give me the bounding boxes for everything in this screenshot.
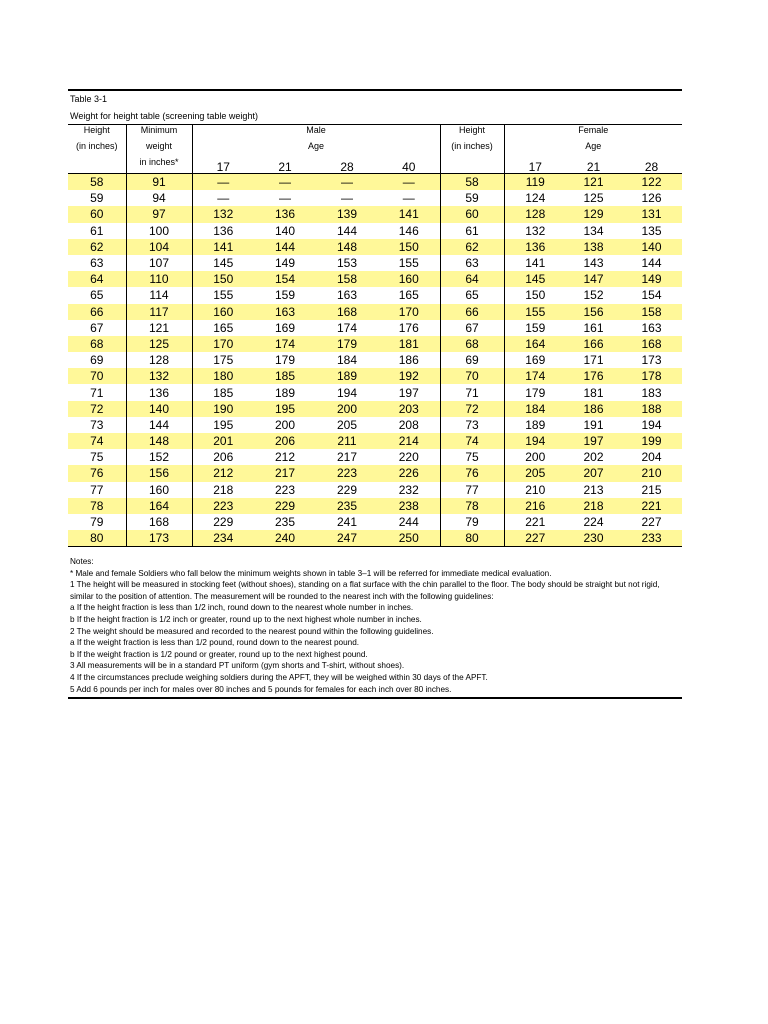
cell-male-21: 185 — [254, 368, 316, 384]
cell-male-40: 146 — [398, 223, 419, 238]
cell-male-28: 144 — [336, 223, 358, 238]
cell-female-height: 59 — [440, 190, 504, 206]
cell-female-28: 158 — [621, 304, 682, 320]
cell-female-21: 230 — [566, 530, 621, 547]
cell-female-height: 74 — [440, 433, 504, 449]
note-line: a If the weight fraction is less than 1/2 pound, round down to the nearest pound. — [70, 638, 360, 648]
table-row — [68, 336, 682, 352]
cell-male-17: 141 — [192, 239, 254, 255]
table-row — [68, 368, 682, 384]
cell-male-height: 79 — [68, 514, 126, 530]
male-age-21: 21 — [254, 157, 316, 174]
cell-female-21: 197 — [566, 433, 621, 449]
table-row — [68, 465, 682, 481]
cell-min-weight: 114 — [126, 287, 192, 303]
cell-male-28: 168 — [316, 304, 378, 320]
cell-male-28: 205 — [336, 417, 358, 432]
cell-male-height: 74 — [68, 433, 126, 449]
weight-for-height-table — [68, 125, 682, 547]
cell-female-28: 199 — [621, 433, 682, 449]
cell-male-21: 179 — [274, 353, 296, 368]
cell-male-40: 186 — [398, 353, 419, 368]
cell-female-17: 155 — [504, 304, 566, 320]
cell-male-40: — — [378, 174, 440, 191]
table-caption: Weight for height table (screening table weight) — [70, 111, 258, 121]
cell-male-21: 229 — [254, 498, 316, 514]
table-row — [68, 384, 682, 400]
cell-female-17: 164 — [504, 336, 566, 352]
table-notes — [70, 556, 680, 695]
cell-female-28: 122 — [621, 174, 682, 191]
cell-male-28: 200 — [316, 401, 378, 417]
cell-male-40: 192 — [378, 368, 440, 384]
cell-female-21: 152 — [583, 288, 604, 303]
cell-female-height: 64 — [440, 271, 504, 287]
cell-male-28: 229 — [336, 482, 358, 497]
cell-male-40: 165 — [398, 288, 419, 303]
cell-male-28: 148 — [316, 239, 378, 255]
cell-female-28: 140 — [621, 239, 682, 255]
cell-min-weight: 140 — [126, 401, 192, 417]
cell-female-21: 129 — [566, 206, 621, 222]
table-row — [68, 514, 682, 530]
cell-female-21: 176 — [566, 368, 621, 384]
cell-male-28: 158 — [316, 271, 378, 287]
cell-male-40: 155 — [398, 256, 419, 271]
cell-female-17: 174 — [504, 368, 566, 384]
cell-male-height: 70 — [68, 368, 126, 384]
cell-female-21: 125 — [583, 191, 604, 206]
cell-female-height: 58 — [440, 174, 504, 191]
cell-female-21: 207 — [566, 465, 621, 481]
cell-female-17: 136 — [504, 239, 566, 255]
table-row — [68, 206, 682, 222]
top-rule — [68, 89, 682, 91]
cell-female-28: 173 — [641, 353, 662, 368]
cell-male-height: 72 — [68, 401, 126, 417]
cell-female-height: 65 — [440, 287, 504, 303]
cell-female-28: 168 — [621, 336, 682, 352]
cell-male-28: 163 — [336, 288, 358, 303]
cell-female-17: 194 — [504, 433, 566, 449]
cell-female-height: 79 — [440, 514, 504, 530]
table-row — [68, 433, 682, 449]
cell-female-17: 216 — [504, 498, 566, 514]
cell-male-height: 68 — [68, 336, 126, 352]
note-line: * Male and female Soldiers who fall below the minimum weights shown in table 3–1 will be referred for immediate medical evaluation. — [70, 568, 552, 578]
cell-female-28: 210 — [621, 465, 682, 481]
cell-female-21: 138 — [566, 239, 621, 255]
cell-male-height: 62 — [68, 239, 126, 255]
cell-male-17: 212 — [192, 465, 254, 481]
cell-female-height: 69 — [440, 352, 504, 368]
cell-min-weight: 173 — [126, 530, 192, 547]
cell-female-17: 169 — [525, 353, 546, 368]
cell-female-height: 67 — [440, 320, 504, 336]
cell-female-17: 132 — [525, 223, 546, 238]
male-age-40: 40 — [378, 157, 440, 174]
cell-male-17: 190 — [192, 401, 254, 417]
cell-male-height: 77 — [68, 482, 126, 498]
cell-male-21: 140 — [274, 223, 296, 238]
note-line: 2 The weight should be measured and recorded to the nearest pound within the following guidelines. — [70, 626, 434, 636]
note-line: 3 All measurements will be in a standard PT uniform (gym shorts and T-shirt, without shoes). — [70, 661, 405, 671]
cell-male-28: 184 — [336, 353, 358, 368]
cell-min-weight: 144 — [126, 417, 192, 433]
cell-female-28: 204 — [641, 450, 662, 465]
cell-female-17: 221 — [525, 515, 546, 530]
cell-male-height: 78 — [68, 498, 126, 514]
cell-female-height: 72 — [440, 401, 504, 417]
female-header: Female — [578, 125, 609, 135]
cell-female-21: 134 — [583, 223, 604, 238]
cell-male-17: 223 — [192, 498, 254, 514]
cell-male-40: 214 — [378, 433, 440, 449]
cell-female-height: 78 — [440, 498, 504, 514]
cell-male-28: 247 — [316, 530, 378, 547]
cell-min-weight: 104 — [126, 239, 192, 255]
cell-male-height: 80 — [68, 530, 126, 547]
cell-male-40: 208 — [398, 417, 419, 432]
cell-min-weight: 91 — [126, 174, 192, 191]
female-height-header-blank — [440, 157, 504, 174]
cell-min-weight: 110 — [126, 271, 192, 287]
table-row — [68, 190, 682, 206]
cell-female-17: 227 — [504, 530, 566, 547]
cell-male-28: 217 — [336, 450, 358, 465]
cell-min-weight: 94 — [126, 190, 192, 206]
cell-female-height: 60 — [440, 206, 504, 222]
cell-male-21: 163 — [254, 304, 316, 320]
height-header-blank — [68, 157, 126, 174]
cell-min-weight: 136 — [126, 384, 192, 400]
cell-male-21: 195 — [254, 401, 316, 417]
minweight-header-line1: Minimum — [126, 125, 192, 141]
cell-female-17: 145 — [504, 271, 566, 287]
cell-female-28: 227 — [641, 515, 662, 530]
cell-male-17: 195 — [213, 417, 234, 432]
cell-male-21: 149 — [274, 256, 296, 271]
cell-female-21: 191 — [583, 417, 604, 432]
cell-female-21: 143 — [583, 256, 604, 271]
cell-female-17: 124 — [525, 191, 546, 206]
male-age-header: Age — [308, 141, 325, 151]
cell-male-21: — — [254, 174, 316, 191]
cell-male-17: 160 — [192, 304, 254, 320]
cell-female-28: 131 — [621, 206, 682, 222]
cell-male-21: 235 — [274, 515, 296, 530]
cell-male-height: 58 — [68, 174, 126, 191]
cell-male-28: — — [316, 174, 378, 191]
notes-heading: Notes: — [70, 557, 94, 566]
cell-male-height: 69 — [68, 352, 126, 368]
cell-female-21: 213 — [583, 482, 604, 497]
cell-male-21: 159 — [274, 288, 296, 303]
cell-female-21: 156 — [566, 304, 621, 320]
cell-female-28: 149 — [621, 271, 682, 287]
cell-male-28: — — [341, 191, 353, 206]
cell-male-21: 174 — [254, 336, 316, 352]
cell-female-height: 66 — [440, 304, 504, 320]
cell-male-17: 234 — [192, 530, 254, 547]
cell-male-40: — — [402, 191, 415, 206]
cell-male-height: 67 — [68, 320, 126, 336]
cell-male-17: 150 — [192, 271, 254, 287]
cell-min-weight: 128 — [126, 352, 192, 368]
table-row — [68, 287, 682, 303]
cell-male-21: 144 — [254, 239, 316, 255]
table-row — [68, 239, 682, 255]
cell-male-height: 73 — [68, 417, 126, 433]
cell-male-21: 223 — [274, 482, 296, 497]
cell-male-21: 212 — [274, 450, 296, 465]
table-row — [68, 449, 682, 465]
cell-male-21: 240 — [254, 530, 316, 547]
bottom-rule — [68, 697, 682, 699]
cell-female-height: 76 — [440, 465, 504, 481]
table-row — [68, 271, 682, 287]
female-height-header-line1: Height — [440, 125, 504, 141]
cell-male-40: 244 — [398, 515, 419, 530]
cell-male-40: 160 — [378, 271, 440, 287]
cell-female-21: 147 — [566, 271, 621, 287]
cell-male-40: 232 — [398, 482, 419, 497]
cell-female-28: 188 — [621, 401, 682, 417]
cell-female-21: 181 — [583, 385, 604, 400]
cell-female-21: 202 — [583, 450, 604, 465]
cell-min-weight: 148 — [126, 433, 192, 449]
cell-min-weight: 125 — [126, 336, 192, 352]
cell-female-28: 144 — [641, 256, 662, 271]
male-age-28: 28 — [316, 157, 378, 174]
cell-female-height: 73 — [440, 417, 504, 433]
cell-female-21: 218 — [566, 498, 621, 514]
cell-female-17: 119 — [504, 174, 566, 191]
female-age-header: Age — [585, 141, 602, 151]
cell-female-28: 178 — [621, 368, 682, 384]
cell-female-17: 159 — [525, 320, 546, 335]
cell-male-17: 180 — [192, 368, 254, 384]
cell-female-height: 68 — [440, 336, 504, 352]
height-header-line2: (in inches) — [68, 141, 126, 157]
cell-male-height: 61 — [68, 223, 126, 239]
cell-min-weight: 152 — [126, 449, 192, 465]
cell-male-21: 189 — [274, 385, 296, 400]
cell-female-17: 210 — [525, 482, 546, 497]
cell-male-40: 170 — [378, 304, 440, 320]
cell-male-17: 165 — [213, 320, 234, 335]
cell-female-28: 135 — [641, 223, 662, 238]
cell-male-40: 238 — [378, 498, 440, 514]
table-row — [68, 304, 682, 320]
cell-female-height: 75 — [440, 449, 504, 465]
cell-female-height: 77 — [440, 482, 504, 498]
cell-male-21: — — [279, 191, 291, 206]
cell-female-21: 171 — [583, 353, 604, 368]
cell-male-40: 220 — [398, 450, 419, 465]
cell-male-height: 64 — [68, 271, 126, 287]
cell-male-28: 223 — [316, 465, 378, 481]
cell-male-21: 206 — [254, 433, 316, 449]
cell-male-21: 217 — [254, 465, 316, 481]
cell-min-weight: 164 — [126, 498, 192, 514]
cell-male-height: 66 — [68, 304, 126, 320]
cell-female-height: 80 — [440, 530, 504, 547]
cell-male-21: 136 — [254, 206, 316, 222]
cell-min-weight: 97 — [126, 206, 192, 222]
cell-male-21: 154 — [254, 271, 316, 287]
cell-male-17: 145 — [213, 256, 234, 271]
cell-male-height: 71 — [68, 384, 126, 400]
minweight-header-line2: weight — [126, 141, 192, 157]
female-height-header-line2: (in inches) — [440, 141, 504, 157]
cell-female-21: 161 — [583, 320, 604, 335]
cell-female-17: 184 — [504, 401, 566, 417]
cell-male-17: — — [217, 191, 230, 206]
table-row — [68, 482, 682, 498]
cell-male-40: 197 — [398, 385, 419, 400]
cell-female-height: 61 — [440, 223, 504, 239]
cell-female-28: 154 — [641, 288, 662, 303]
cell-male-28: 139 — [316, 206, 378, 222]
cell-female-21: 224 — [583, 515, 604, 530]
cell-male-17: 185 — [213, 385, 234, 400]
cell-male-28: 174 — [336, 320, 358, 335]
table-row — [68, 530, 682, 547]
cell-male-21: 169 — [274, 320, 296, 335]
cell-female-height: 70 — [440, 368, 504, 384]
cell-male-28: 189 — [316, 368, 378, 384]
table-row — [68, 255, 682, 271]
note-line: 4 If the circumstances preclude weighing soldiers during the APFT, they will be weighed within 30 days of the APFT. — [70, 672, 488, 682]
cell-female-17: 141 — [525, 256, 546, 271]
cell-female-28: 183 — [641, 385, 662, 400]
cell-male-40: 203 — [378, 401, 440, 417]
cell-min-weight: 168 — [126, 514, 192, 530]
table-row — [68, 174, 682, 191]
cell-female-21: 186 — [566, 401, 621, 417]
cell-male-17: 132 — [192, 206, 254, 222]
cell-male-17: 136 — [213, 223, 234, 238]
female-age-28: 28 — [621, 157, 682, 174]
cell-male-28: 194 — [336, 385, 358, 400]
cell-female-21: 121 — [566, 174, 621, 191]
male-age-17: 17 — [192, 157, 254, 174]
table-row — [68, 417, 682, 433]
cell-female-height: 71 — [440, 384, 504, 400]
cell-male-40: 250 — [378, 530, 440, 547]
cell-male-40: 226 — [378, 465, 440, 481]
cell-male-17: 175 — [213, 353, 234, 368]
cell-male-17: 170 — [192, 336, 254, 352]
cell-male-height: 65 — [68, 287, 126, 303]
cell-male-height: 75 — [68, 449, 126, 465]
cell-male-17: 201 — [192, 433, 254, 449]
cell-min-weight: 156 — [126, 465, 192, 481]
cell-female-height: 62 — [440, 239, 504, 255]
cell-min-weight: 107 — [126, 255, 192, 271]
height-header-line1: Height — [68, 125, 126, 141]
cell-male-17: 206 — [213, 450, 234, 465]
table-row — [68, 498, 682, 514]
table-row — [68, 352, 682, 368]
note-line: 5 Add 6 pounds per inch for males over 80 inches and 5 pounds for females for each inch over 80 inches. — [70, 684, 452, 694]
cell-female-28: 233 — [621, 530, 682, 547]
cell-male-height: 76 — [68, 465, 126, 481]
note-line: b If the weight fraction is 1/2 pound or greater, round up to the next highest pound. — [70, 649, 368, 659]
cell-male-28: 241 — [336, 515, 358, 530]
cell-female-17: 179 — [525, 385, 546, 400]
cell-female-21: 166 — [566, 336, 621, 352]
cell-min-weight: 117 — [126, 304, 192, 320]
cell-female-28: 194 — [641, 417, 662, 432]
table-label: Table 3-1 — [70, 94, 108, 104]
cell-min-weight: 132 — [126, 368, 192, 384]
cell-female-28: 163 — [641, 320, 662, 335]
cell-male-40: 176 — [398, 320, 419, 335]
cell-male-40: 150 — [378, 239, 440, 255]
cell-male-17: — — [192, 174, 254, 191]
female-age-21: 21 — [566, 157, 621, 174]
note-line: a If the height fraction is less than 1/2 inch, round down to the nearest whole number in inches. — [70, 603, 414, 613]
cell-female-17: 189 — [525, 417, 546, 432]
table-header — [68, 125, 682, 174]
cell-male-28: 179 — [316, 336, 378, 352]
note-line: b If the height fraction is 1/2 inch or greater, round up to the next highest whole number in inches. — [70, 614, 422, 624]
cell-male-height: 63 — [68, 255, 126, 271]
cell-min-weight: 121 — [126, 320, 192, 336]
cell-min-weight: 100 — [126, 223, 192, 239]
cell-male-40: 181 — [378, 336, 440, 352]
table-body — [68, 174, 682, 547]
cell-female-17: 150 — [525, 288, 546, 303]
note-line: 1 The height will be measured in stocking feet (without shoes), standing on a flat surface with the chin parallel to the floor. The body should be straight but not rigid, similar to the position of attention. The measurement will be rounded to the nearest inch with the following guidelines: — [70, 580, 660, 601]
cell-male-17: 218 — [213, 482, 234, 497]
cell-male-40: 141 — [378, 206, 440, 222]
table-row — [68, 401, 682, 417]
cell-male-28: 211 — [316, 433, 378, 449]
cell-male-28: 235 — [316, 498, 378, 514]
cell-male-height: 59 — [68, 190, 126, 206]
cell-female-17: 128 — [504, 206, 566, 222]
cell-female-28: 215 — [641, 482, 662, 497]
cell-female-height: 63 — [440, 255, 504, 271]
cell-min-weight: 160 — [126, 482, 192, 498]
table-row — [68, 223, 682, 239]
cell-male-17: 229 — [213, 515, 234, 530]
female-age-17: 17 — [504, 157, 566, 174]
cell-male-28: 153 — [336, 256, 358, 271]
cell-male-height: 60 — [68, 206, 126, 222]
cell-female-17: 200 — [525, 450, 546, 465]
table-row — [68, 320, 682, 336]
cell-female-28: 221 — [621, 498, 682, 514]
male-header: Male — [306, 125, 326, 135]
cell-female-28: 126 — [641, 191, 662, 206]
cell-female-17: 205 — [504, 465, 566, 481]
minweight-header-line3: in inches* — [126, 157, 192, 174]
cell-male-21: 200 — [274, 417, 296, 432]
cell-male-17: 155 — [213, 288, 234, 303]
